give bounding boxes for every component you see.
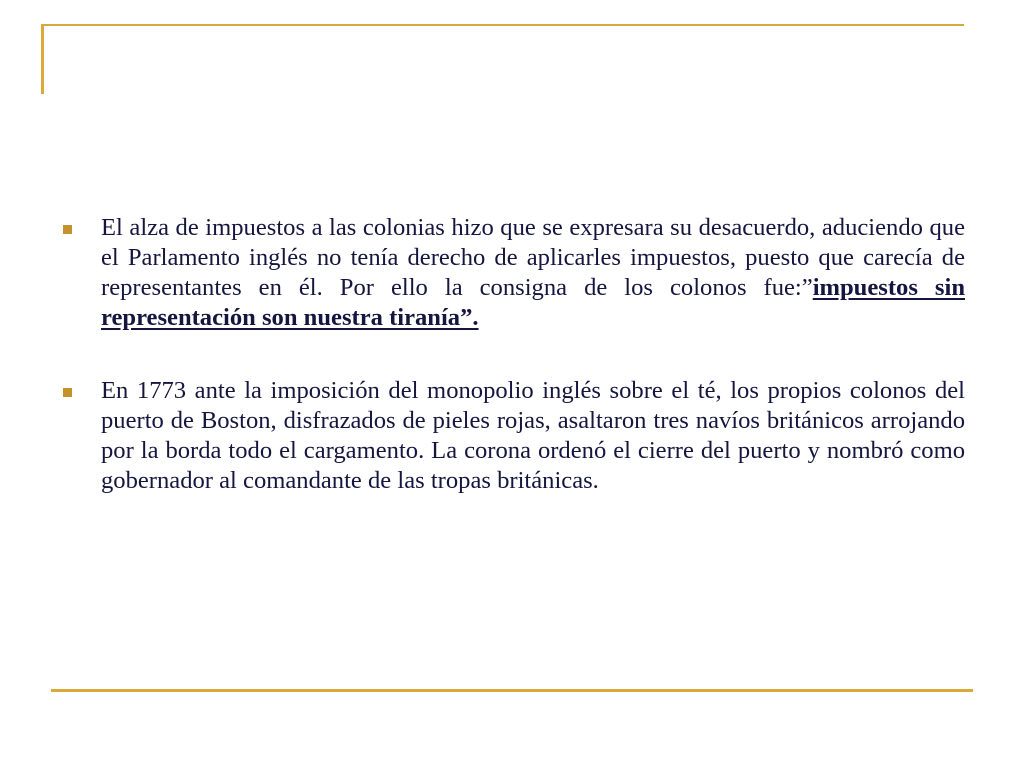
- bullet-item-boston-tea-party: [60, 376, 965, 496]
- slogan-emphasis: impuestos sin representación son nuestra tiranía”.: [101, 274, 966, 331]
- top-frame-line: [41, 24, 964, 26]
- bottom-frame-line: [51, 689, 973, 692]
- left-frame-line: [41, 24, 44, 94]
- slide-body: [60, 213, 965, 496]
- bullet-item-tax-protest: [60, 213, 965, 333]
- square-bullet-icon: [63, 388, 72, 397]
- square-bullet-icon: [63, 225, 72, 234]
- bullet-text: En 1773 ante la imposición del monopolio inglés sobre el té, los propios colonos del puerto de Boston, disfrazados de pieles rojas, asaltaron tres navíos británicos arrojando por la borda todo el cargamento. La corona ordenó el cierre del puerto y nombró como gobernador al comandante de las tropas británicas.: [101, 377, 965, 494]
- bullet-text: El alza de impuestos a las colonias hizo que se expresara su desacuerdo, aduciendo que el Parlamento inglés no tenía derecho de aplicarles impuestos, puesto que carecía de representantes en él. Por ello la consigna de los colonos fue:”: [101, 214, 965, 301]
